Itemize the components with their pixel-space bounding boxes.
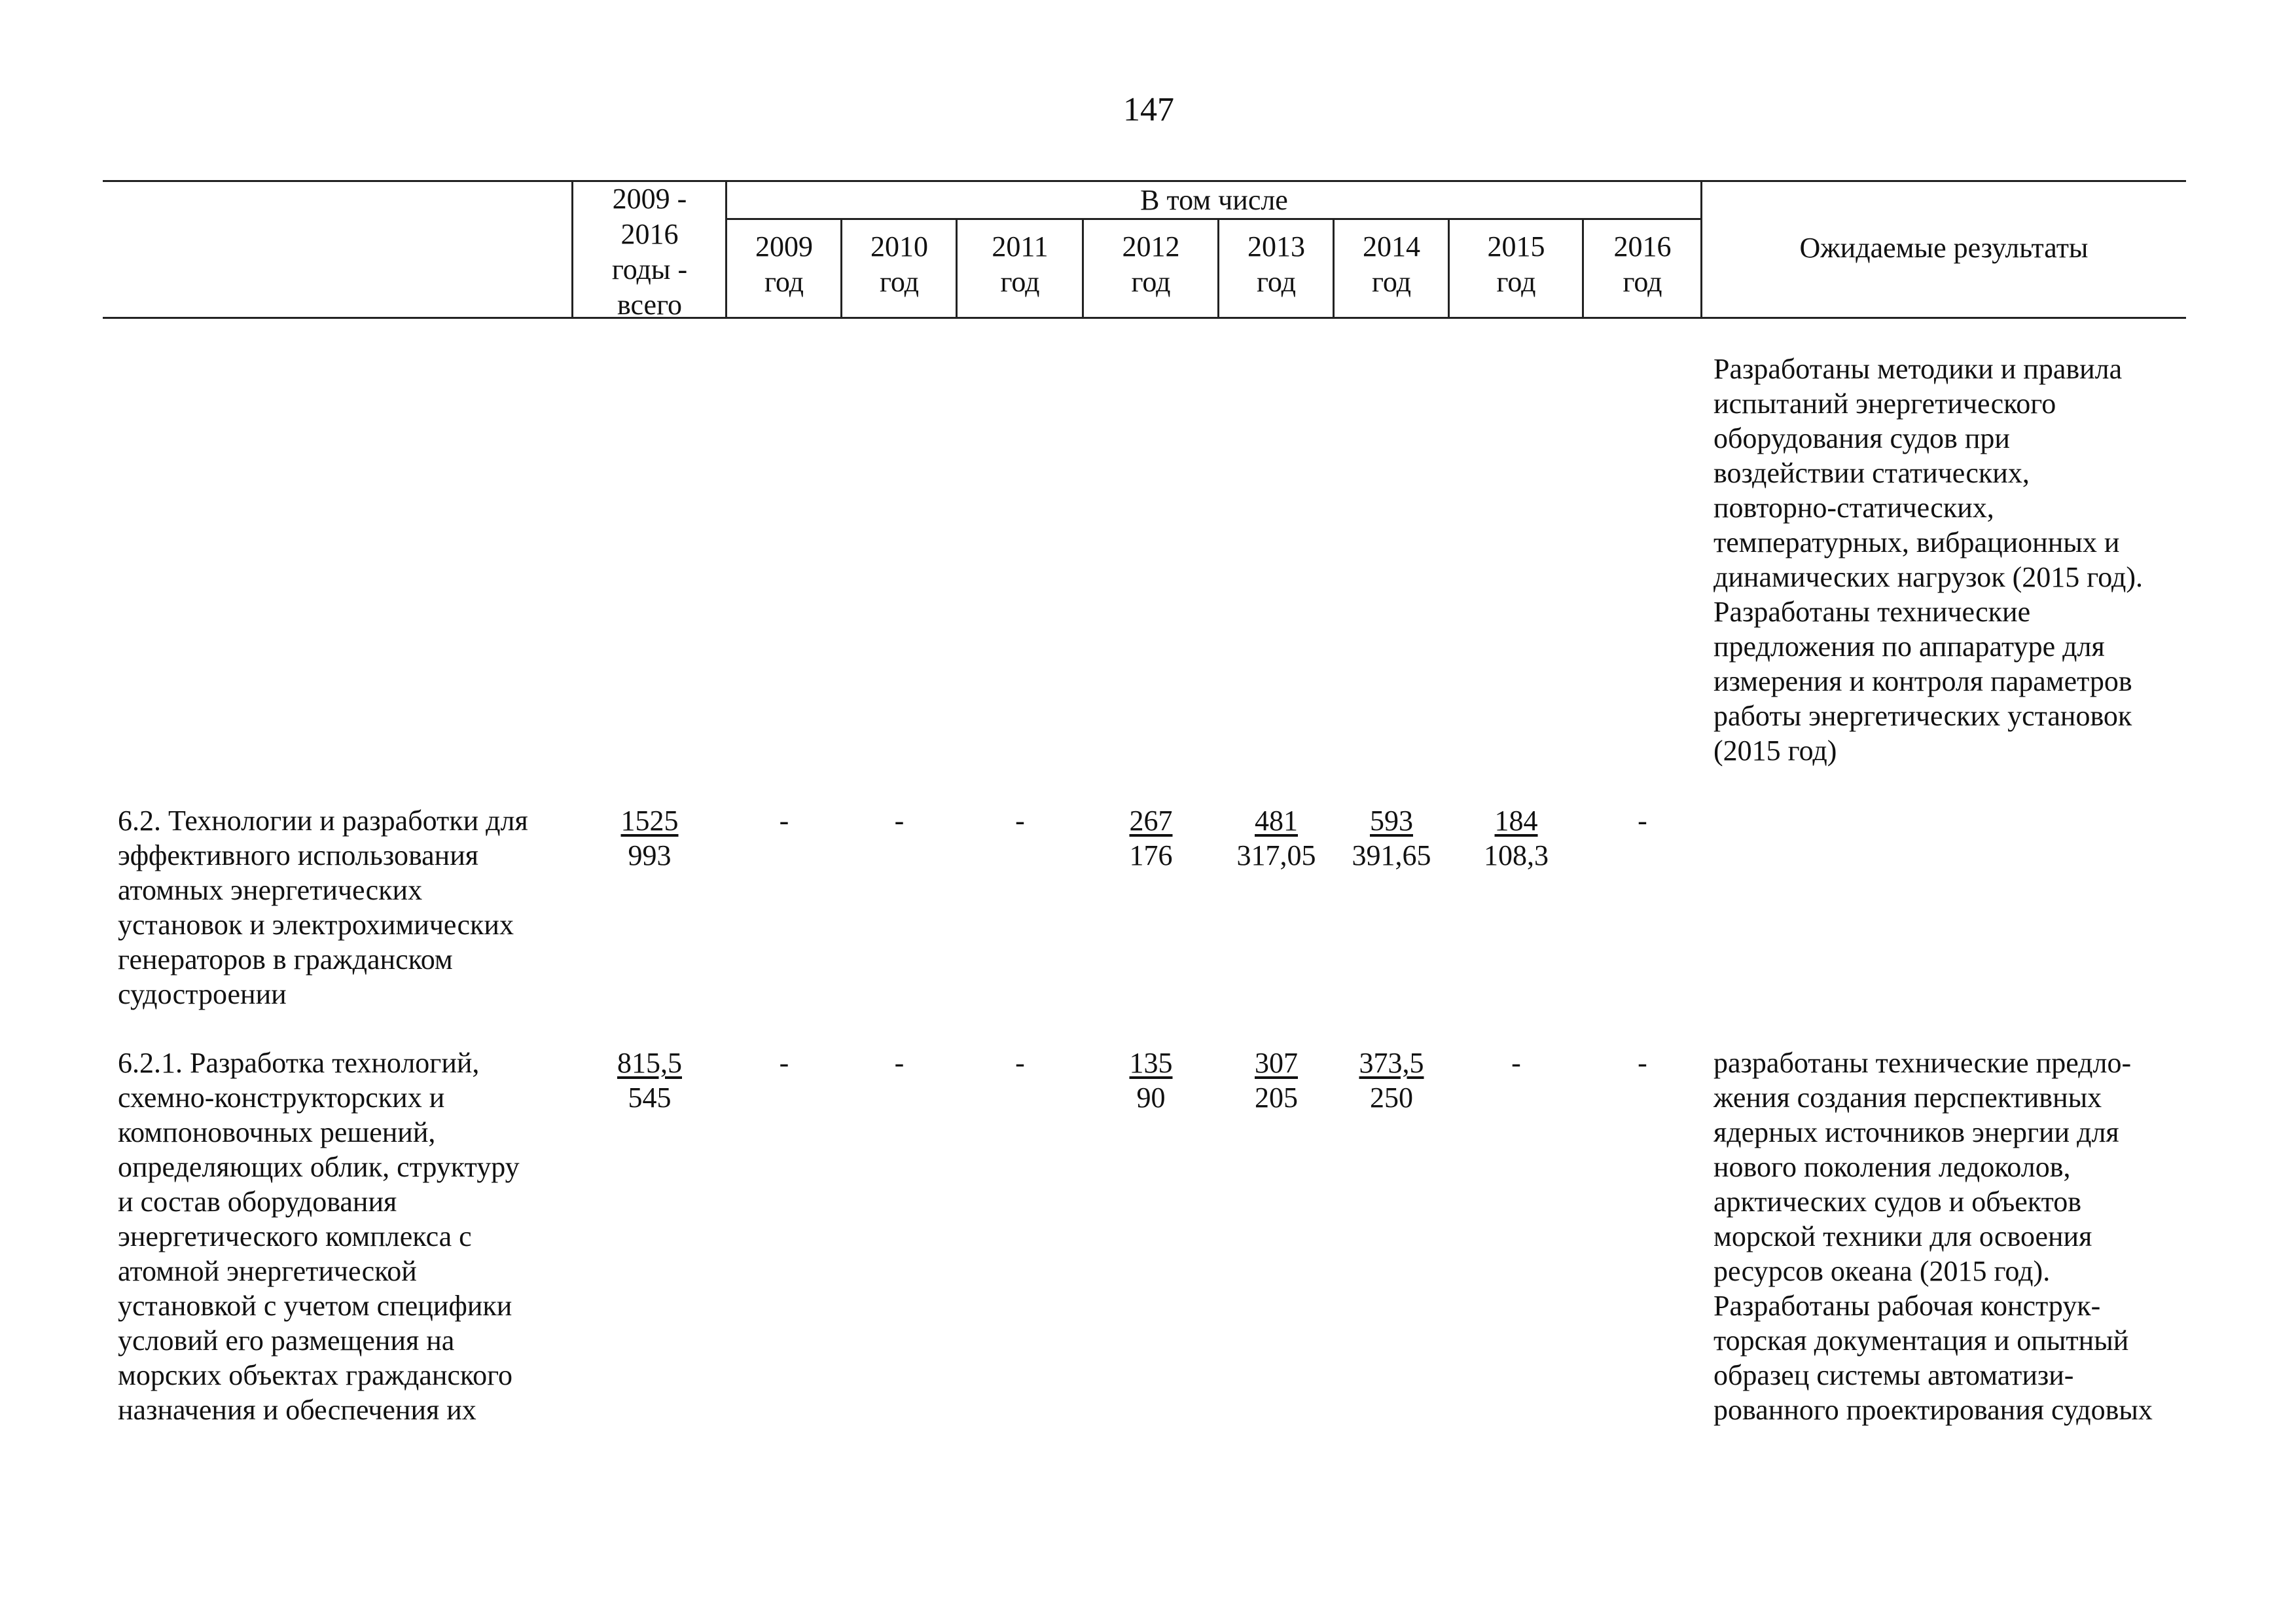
year-federal-value: 391,65 bbox=[1352, 839, 1431, 871]
total-cell bbox=[573, 803, 726, 873]
header-year-unit: год bbox=[1371, 266, 1412, 298]
header-period-total bbox=[573, 181, 726, 323]
text-line: установкой с учетом специфики bbox=[118, 1290, 512, 1322]
header-year-2010 bbox=[842, 229, 957, 300]
text-line: схемно-конструкторских и bbox=[118, 1082, 445, 1114]
dash: - bbox=[779, 805, 789, 837]
year-federal-value: 250 bbox=[1370, 1082, 1413, 1114]
year-value: 135 bbox=[1129, 1047, 1173, 1079]
text-line: установок и электрохимических bbox=[118, 909, 514, 941]
year-cell bbox=[1219, 803, 1334, 873]
text-line: нового поколения ледоколов, bbox=[1713, 1151, 2071, 1183]
text-line: измерения и контроля параметров bbox=[1713, 665, 2132, 697]
text-line: морских объектах гражданского bbox=[118, 1359, 513, 1391]
year-cell bbox=[1334, 1046, 1449, 1115]
dash: - bbox=[1015, 1047, 1025, 1079]
header-line: 2009 - bbox=[612, 183, 687, 215]
header-year-2014 bbox=[1334, 229, 1449, 300]
year-cell bbox=[1083, 803, 1219, 873]
total-federal-value: 545 bbox=[628, 1082, 672, 1114]
year-cell bbox=[726, 803, 842, 838]
text-line: судостроении bbox=[118, 978, 287, 1010]
text-line: оборудования судов при bbox=[1713, 422, 2010, 454]
header-line: годы - bbox=[611, 253, 688, 285]
group-rule bbox=[726, 218, 1702, 220]
text-line: работы энергетических установок bbox=[1713, 700, 2132, 732]
text-line: ресурсов океана (2015 год). bbox=[1713, 1255, 2051, 1287]
header-bottom-rule bbox=[103, 317, 2186, 319]
year-cell bbox=[1583, 803, 1702, 838]
header-line: всего bbox=[617, 289, 683, 321]
text-line: и состав оборудования bbox=[118, 1186, 397, 1218]
row-title bbox=[118, 1046, 520, 1427]
total-value: 815,5 bbox=[617, 1047, 682, 1079]
year-cell bbox=[1219, 1046, 1334, 1115]
total-federal-value: 993 bbox=[628, 839, 672, 871]
header-year-2011 bbox=[957, 229, 1083, 300]
dash: - bbox=[1511, 1047, 1521, 1079]
dash: - bbox=[1638, 1047, 1647, 1079]
text-line: атомных энергетических bbox=[118, 874, 423, 906]
expected-results-continued bbox=[1713, 352, 2143, 768]
year-federal-value: 90 bbox=[1136, 1082, 1166, 1114]
year-federal-value: 176 bbox=[1129, 839, 1173, 871]
text-line: Разработаны технические bbox=[1713, 596, 2031, 628]
text-line: определяющих облик, структуру bbox=[118, 1151, 520, 1183]
year-federal-value: 205 bbox=[1255, 1082, 1298, 1114]
row-title bbox=[118, 803, 528, 1012]
header-top-rule bbox=[103, 180, 2186, 182]
header-year-value: 2013 bbox=[1247, 230, 1305, 263]
text-line: эффективного использования bbox=[118, 839, 479, 871]
text-line: испытаний энергетического bbox=[1713, 388, 2056, 420]
year-cell bbox=[1334, 803, 1449, 873]
text-line: жения создания перспективных bbox=[1713, 1082, 2102, 1114]
text-line: рованного проектирования судовых bbox=[1713, 1394, 2153, 1426]
header-group-label: В том числе bbox=[1140, 184, 1288, 216]
text-line: назначения и обеспечения их bbox=[118, 1394, 476, 1426]
dash: - bbox=[894, 805, 905, 837]
total-cell bbox=[573, 1046, 726, 1115]
year-value: 184 bbox=[1494, 805, 1538, 837]
header-year-value: 2015 bbox=[1487, 230, 1545, 263]
header-results: Ожидаемые результаты bbox=[1799, 232, 2089, 264]
dash: - bbox=[894, 1047, 905, 1079]
text-line: разработаны технические предло- bbox=[1713, 1047, 2132, 1079]
header-year-unit: год bbox=[1256, 266, 1297, 298]
expected-results bbox=[1713, 1046, 2153, 1427]
text-line: энергетического комплекса с bbox=[118, 1220, 472, 1252]
text-line: Разработаны методики и правила bbox=[1713, 353, 2123, 385]
year-federal-value: 317,05 bbox=[1236, 839, 1316, 871]
header-year-unit: год bbox=[1000, 266, 1040, 298]
text-line: температурных, вибрационных и bbox=[1713, 526, 2120, 558]
text-line: динамических нагрузок (2015 год). bbox=[1713, 561, 2144, 593]
header-year-unit: год bbox=[1131, 266, 1171, 298]
year-cell bbox=[1583, 1046, 1702, 1080]
header-year-unit: год bbox=[764, 266, 804, 298]
year-cell bbox=[1083, 1046, 1219, 1115]
dash: - bbox=[779, 1047, 789, 1079]
header-year-value: 2016 bbox=[1613, 230, 1672, 263]
total-value: 1525 bbox=[620, 805, 679, 837]
year-cell bbox=[957, 803, 1083, 838]
text-line: арктических судов и объектов bbox=[1713, 1186, 2081, 1218]
header-line: 2016 bbox=[620, 218, 679, 250]
year-cell bbox=[842, 1046, 957, 1080]
header-year-unit: год bbox=[1623, 266, 1662, 298]
year-cell bbox=[726, 1046, 842, 1080]
text-line: предложения по аппаратуре для bbox=[1713, 630, 2105, 663]
text-line: Разработаны рабочая конструк- bbox=[1713, 1290, 2101, 1322]
page-number: 147 bbox=[1123, 91, 1174, 128]
year-cell bbox=[1449, 803, 1583, 873]
header-year-unit: год bbox=[879, 266, 920, 298]
year-value: 267 bbox=[1129, 805, 1173, 837]
year-cell bbox=[842, 803, 957, 838]
text-line: (2015 год) bbox=[1713, 735, 1837, 767]
year-value: 373,5 bbox=[1359, 1047, 1424, 1079]
year-value: 307 bbox=[1255, 1047, 1298, 1079]
year-cell bbox=[1449, 1046, 1583, 1080]
header-year-value: 2012 bbox=[1122, 230, 1180, 263]
text-line: генераторов в гражданском bbox=[118, 943, 453, 976]
header-year-value: 2011 bbox=[992, 230, 1049, 263]
text-line: 6.2. Технологии и разработки для bbox=[118, 805, 528, 837]
header-year-2015 bbox=[1449, 229, 1583, 300]
header-year-2013 bbox=[1219, 229, 1334, 300]
header-year-2012 bbox=[1083, 229, 1219, 300]
text-line: воздействии статических, bbox=[1713, 457, 2030, 489]
text-line: 6.2.1. Разработка технологий, bbox=[118, 1047, 480, 1079]
year-federal-value: 108,3 bbox=[1484, 839, 1549, 871]
header-year-value: 2010 bbox=[870, 230, 928, 263]
header-year-unit: год bbox=[1496, 266, 1536, 298]
text-line: повторно-статических, bbox=[1713, 492, 1994, 524]
text-line: образец системы автоматизи- bbox=[1713, 1359, 2074, 1391]
year-value: 481 bbox=[1255, 805, 1298, 837]
header-year-2009 bbox=[726, 229, 842, 300]
dash: - bbox=[1015, 805, 1025, 837]
text-line: торская документация и опытный bbox=[1713, 1324, 2129, 1357]
year-cell bbox=[957, 1046, 1083, 1080]
header-year-2016 bbox=[1583, 229, 1702, 300]
text-line: условий его размещения на bbox=[118, 1324, 455, 1357]
text-line: компоновочных решений, bbox=[118, 1116, 436, 1148]
header-year-value: 2009 bbox=[755, 230, 813, 263]
text-line: морской техники для освоения bbox=[1713, 1220, 2092, 1252]
header-year-value: 2014 bbox=[1363, 230, 1420, 263]
text-line: атомной энергетической bbox=[118, 1255, 417, 1287]
year-value: 593 bbox=[1370, 805, 1413, 837]
dash: - bbox=[1638, 805, 1647, 837]
text-line: ядерных источников энергии для bbox=[1713, 1116, 2119, 1148]
